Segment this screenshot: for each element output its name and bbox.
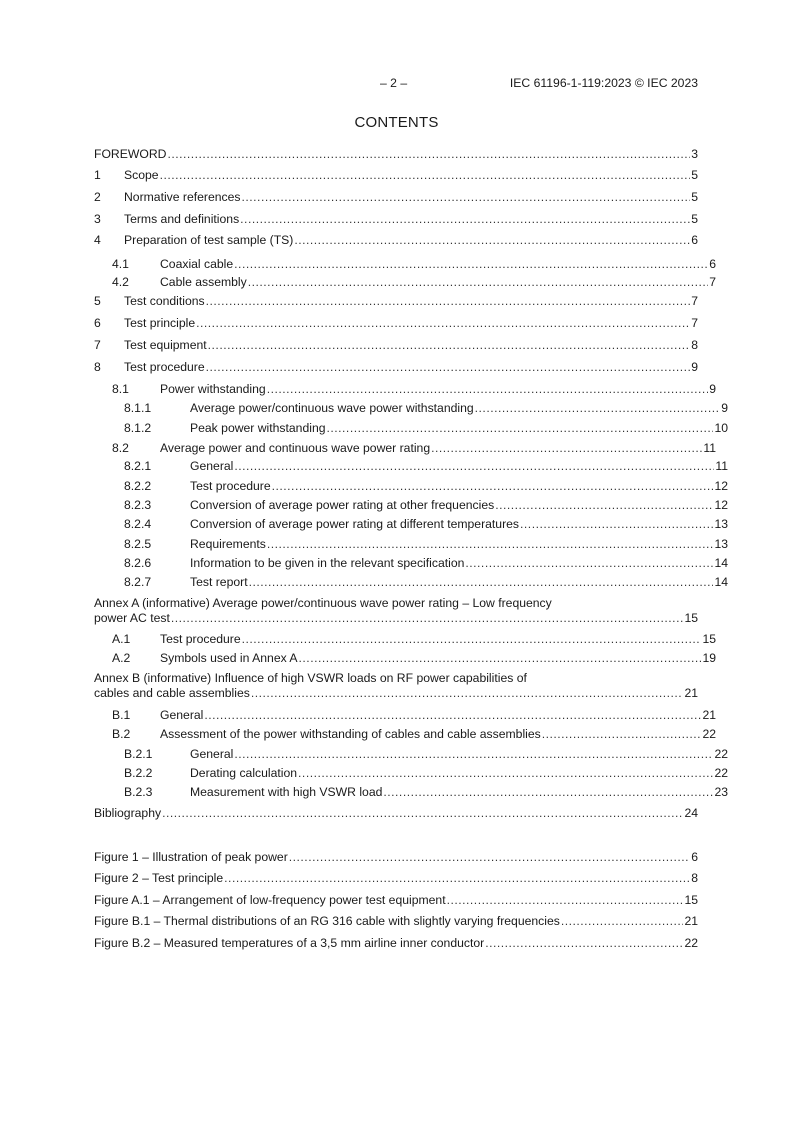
toc-page: 15 [684,611,698,625]
toc-entry[interactable] [94,315,698,331]
toc-entry[interactable] [94,420,728,436]
toc-entry[interactable] [94,440,716,456]
toc-label: Test equipment [124,338,207,352]
toc-label: cables and cable assemblies [94,686,250,700]
toc-label: Peak power withstanding [190,421,326,435]
toc-entry[interactable] [94,784,728,800]
annex-b-title-line1[interactable]: Annex B (informative) Influence of high VSWR loads on RF power capabilities of [94,671,527,685]
toc-entry-bibliography[interactable] [94,805,698,821]
standard-reference: IEC 61196-1-119:2023 © IEC 2023 [509,76,698,90]
toc-entry[interactable] [94,293,698,309]
figure-page: 15 [684,893,698,907]
toc-label: FOREWORD [94,147,167,161]
toc-entry[interactable] [94,458,728,474]
figure-entry[interactable] [94,849,698,865]
toc-page: 13 [714,537,728,551]
toc-entry[interactable] [94,631,716,647]
toc-label: Normative references [124,190,241,204]
figure-label: Figure B.2 – Measured temperatures of a 3,5 mm airline inner conductor [94,936,485,950]
toc-page: 7 [691,316,698,330]
figure-label: Figure 2 – Test principle [94,871,224,885]
dot-leader [251,685,684,701]
figure-label: Figure A.1 – Arrangement of low-frequency power test equipment [94,893,446,907]
toc-label: Cable assembly [160,275,247,289]
toc-entry[interactable] [94,211,698,227]
toc-label: Terms and definitions [124,212,240,226]
dot-leader [249,574,714,590]
toc-number: 8.2.6 [124,556,152,570]
toc-page: 12 [714,498,728,512]
toc-label: Average power and continuous wave power rating [160,441,431,455]
toc-page: 6 [709,257,716,271]
toc-page: 22 [714,747,728,761]
toc-label: Test conditions [124,294,205,308]
figure-page: 22 [684,936,698,950]
toc-number: B.1 [112,708,131,722]
toc-number: B.2 [112,727,131,741]
toc-number: 8.1.1 [124,401,152,415]
dot-leader [465,555,713,571]
toc-page: 8 [691,338,698,352]
figure-entry[interactable] [94,892,698,908]
toc-entry[interactable] [94,516,728,532]
dot-leader [267,536,714,552]
toc-page: 11 [703,441,716,455]
toc-page: 5 [691,168,698,182]
annex-a-entry[interactable] [94,610,698,626]
dot-leader [267,381,709,397]
toc-label: Assessment of the power withstanding of cables and cable assemblies [160,727,541,741]
dot-leader [204,707,701,723]
toc-label: Measurement with high VSWR load [190,785,383,799]
toc-entry[interactable] [94,497,728,513]
dot-leader [167,146,690,162]
toc-label: General [190,459,234,473]
toc-number: 4.1 [112,257,129,271]
toc-page: 11 [715,459,728,473]
toc-entry[interactable] [94,337,698,353]
toc-page: 3 [691,147,698,161]
toc-page: 22 [702,727,716,741]
dot-leader [234,256,708,272]
toc-label: Bibliography [94,806,162,820]
toc-entry[interactable] [94,189,698,205]
dot-leader [162,805,683,821]
toc-page: 9 [709,382,716,396]
toc-number: B.2.3 [124,785,153,799]
toc-label: Test procedure [190,479,271,493]
toc-entry[interactable] [94,650,716,666]
toc-number: 8.2.5 [124,537,152,551]
toc-number: A.2 [112,651,131,665]
toc-number: B.2.1 [124,747,153,761]
dot-leader [272,478,714,494]
toc-label: General [190,747,234,761]
dot-leader [196,315,690,331]
toc-number: 8.2.3 [124,498,152,512]
toc-number: 3 [94,212,101,226]
toc-label: Test principle [124,316,196,330]
toc-page: 24 [684,806,698,820]
dot-leader [520,516,713,532]
dot-leader [475,400,721,416]
page-number: – 2 – [380,76,408,90]
dot-leader [485,935,683,951]
toc-label: Requirements [190,537,266,551]
toc-label: Scope [124,168,159,182]
toc-page: 15 [702,632,716,646]
dot-leader [160,167,691,183]
toc-entry[interactable] [94,167,698,183]
toc-number: 8.2.7 [124,575,152,589]
toc-entry[interactable] [94,256,716,272]
figure-page: 21 [684,914,698,928]
toc-label: power AC test [94,611,170,625]
toc-entry[interactable] [94,232,698,248]
toc-label: Average power/continuous wave power withstanding [190,401,474,415]
toc-label: Coaxial cable [160,257,234,271]
toc-entry[interactable] [94,536,728,552]
toc-number: 5 [94,294,101,308]
toc-label: General [160,708,204,722]
toc-number: 8.1.2 [124,421,152,435]
toc-number: 8.2.2 [124,479,152,493]
figure-page: 8 [691,871,698,885]
dot-leader [234,458,714,474]
toc-page: 7 [691,294,698,308]
dot-leader [242,189,691,205]
dot-leader [208,337,691,353]
annex-a-title-line1[interactable]: Annex A (informative) Average power/continuous wave power rating – Low frequency [94,596,552,610]
page-title: CONTENTS [354,114,439,131]
dot-leader [294,232,690,248]
toc-number: 2 [94,190,101,204]
dot-leader [561,913,684,929]
toc-number: 8.2.1 [124,459,152,473]
toc-entry[interactable] [94,478,728,494]
toc-number: B.2.2 [124,766,153,780]
toc-label: Conversion of average power rating at other frequencies [190,498,495,512]
toc-page: 10 [714,421,728,435]
toc-entry[interactable] [94,400,728,416]
toc-page: 22 [714,766,728,780]
toc-entry[interactable] [94,359,698,375]
toc-label: Test procedure [160,632,241,646]
toc-entry[interactable] [94,381,716,397]
figure-entry[interactable] [94,913,698,929]
toc-label: Symbols used in Annex A [160,651,298,665]
toc-number: 6 [94,316,101,330]
toc-label: Conversion of average power rating at different temperatures [190,517,520,531]
toc-entry-foreword[interactable] [94,146,698,162]
dot-leader [495,497,713,513]
toc-entry[interactable] [94,555,728,571]
figure-page: 6 [691,850,698,864]
dot-leader [206,359,691,375]
dot-leader [298,765,713,781]
dot-leader [431,440,702,456]
toc-number: A.1 [112,632,131,646]
toc-number: 8.1 [112,382,129,396]
toc-number: 1 [94,168,101,182]
toc-page: 5 [691,190,698,204]
toc-page: 21 [702,708,716,722]
dot-leader [289,849,690,865]
dot-leader [240,211,690,227]
toc-page: 19 [702,651,716,665]
toc-page: 21 [684,686,698,700]
dot-leader [206,293,691,309]
dot-leader [242,631,702,647]
toc-page: 9 [721,401,728,415]
toc-label: Preparation of test sample (TS) [124,233,294,247]
dot-leader [542,726,702,742]
toc-number: 4 [94,233,101,247]
toc-page: 12 [714,479,728,493]
figure-label: Figure 1 – Illustration of peak power [94,850,288,864]
toc-number: 8.2.4 [124,517,152,531]
toc-number: 4.2 [112,275,129,289]
toc-entry[interactable] [94,707,716,723]
toc-page: 14 [714,556,728,570]
dot-leader [299,650,702,666]
figure-entry[interactable] [94,935,698,951]
toc-page: 23 [714,785,728,799]
dot-leader [383,784,713,800]
figure-label: Figure B.1 – Thermal distributions of an RG 316 cable with slightly varying frequencies [94,914,560,928]
toc-page: 7 [709,275,716,289]
toc-page: 5 [691,212,698,226]
dot-leader [327,420,714,436]
toc-number: 8.2 [112,441,129,455]
toc-entry[interactable] [94,746,728,762]
dot-leader [224,870,690,886]
figure-entry[interactable] [94,870,698,886]
page-header [0,76,793,92]
toc-entry[interactable] [94,274,716,290]
toc-page: 13 [714,517,728,531]
toc-entry[interactable] [94,765,728,781]
dot-leader [234,746,713,762]
annex-b-entry[interactable] [94,685,698,701]
dot-leader [171,610,684,626]
toc-entry[interactable] [94,726,716,742]
toc-number: 7 [94,338,101,352]
toc-label: Derating calculation [190,766,298,780]
dot-leader [248,274,709,290]
dot-leader [447,892,684,908]
toc-page: 14 [714,575,728,589]
toc-label: Information to be given in the relevant specification [190,556,465,570]
toc-entry[interactable] [94,574,728,590]
toc-label: Test report [190,575,248,589]
toc-label: Power withstanding [160,382,266,396]
toc-page: 6 [691,233,698,247]
toc-number: 8 [94,360,101,374]
toc-page: 9 [691,360,698,374]
toc-label: Test procedure [124,360,205,374]
